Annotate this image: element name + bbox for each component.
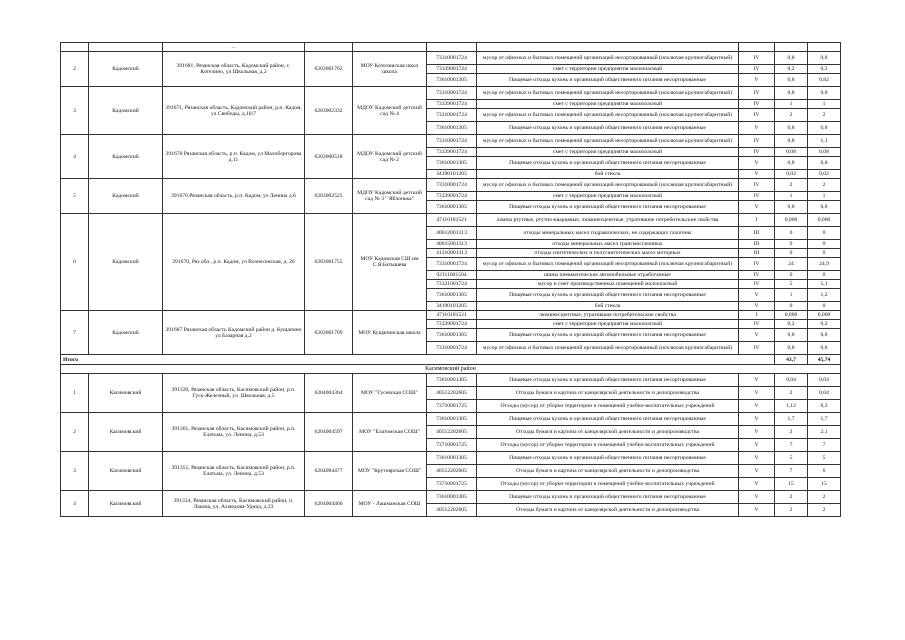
waste-code-cell: 73310001724: [427, 258, 477, 271]
cell: [477, 43, 739, 52]
waste-code-cell: 73610001305: [427, 374, 477, 387]
waste-name-cell: мусор от офисных и бытовых помещений организаций несортированный (исключая крупногабаритный): [477, 258, 739, 271]
inn-cell: 6204004597: [305, 413, 353, 452]
amount-planned-cell: 7: [775, 439, 808, 452]
table-row: [61, 52, 841, 65]
district-cell: Кадомский: [89, 179, 163, 214]
waste-name-cell: смет с территории предприятия малоопасный: [477, 148, 739, 157]
address-cell: 391351, Рязанская область, Касимовский район, р.п. Елатьма, ул. Ленина, д.53: [163, 452, 305, 491]
hazard-class-cell: IV: [739, 109, 775, 122]
hazard-class-cell: V: [739, 491, 775, 504]
waste-code-cell: 73610001305: [427, 157, 477, 170]
organization-cell: МОУ "Гусевская СОШ": [353, 374, 427, 413]
waste-code-cell: 34190101205: [427, 170, 477, 179]
totals-actual: 45,74: [808, 355, 841, 365]
hazard-class-cell: IV: [739, 271, 775, 280]
amount-actual-cell: 2: [808, 491, 841, 504]
waste-name-cell: Пищевые отходы кухонь и организаций общественного питания несортированные: [477, 201, 739, 214]
waste-name-cell: смет с территории предприятия малоопасный: [477, 192, 739, 201]
row-number: 3: [61, 87, 89, 135]
amount-actual-cell: 2: [808, 504, 841, 517]
row-number: 2: [61, 52, 89, 87]
amount-planned-cell: 0,2: [775, 320, 808, 329]
waste-code-cell: 40512202605: [427, 504, 477, 517]
waste-code-cell: 73321001724: [427, 280, 477, 289]
amount-planned-cell: 0,08: [775, 148, 808, 157]
hazard-class-cell: V: [739, 387, 775, 400]
waste-code-cell: 73310001724: [427, 135, 477, 148]
waste-code-cell: 40615001313: [427, 240, 477, 249]
organization-cell: МОУ Кадомская СШ им С.Я.Батышева: [353, 214, 427, 311]
amount-actual-cell: 0,2: [808, 65, 841, 74]
hazard-class-cell: IV: [739, 65, 775, 74]
organization-cell: МОУ "Елатомская СОШ": [353, 413, 427, 452]
amount-planned-cell: 2: [775, 426, 808, 439]
amount-planned-cell: 2: [775, 491, 808, 504]
address-cell: 391670, Ряз обл., р.п. Кадом, ул Вознесенская, д. 26: [163, 214, 305, 311]
amount-actual-cell: 1,2: [808, 289, 841, 302]
inn-cell: 6204004477: [305, 452, 353, 491]
row-number: 1: [61, 374, 89, 413]
waste-code-cell: 73339001724: [427, 148, 477, 157]
cell: [427, 43, 477, 52]
amount-planned-cell: 2: [775, 387, 808, 400]
waste-table: [60, 42, 841, 517]
hazard-class-cell: V: [739, 452, 775, 465]
table-row: [61, 452, 841, 465]
inn-cell: 6204004364: [305, 374, 353, 413]
waste-name-cell: Отходы бумаги и картона от канцелярской деятельности и делопроизводства: [477, 465, 739, 478]
waste-name-cell: отходы синтетических и полусинтетических масел моторных: [477, 249, 739, 258]
table-row: [61, 374, 841, 387]
amount-actual-cell: 6: [808, 465, 841, 478]
table-row: [61, 413, 841, 426]
amount-actual-cell: 0,8: [808, 122, 841, 135]
waste-name-cell: Отходы бумаги и картона от канцелярской деятельности и делопроизводства: [477, 504, 739, 517]
waste-name-cell: Пищевые отходы кухонь и организаций общественного питания несортированные: [477, 289, 739, 302]
amount-planned-cell: 0,8: [775, 74, 808, 87]
district-cell: Касимовский: [89, 374, 163, 413]
table-row: [61, 311, 841, 320]
table-row: [61, 214, 841, 227]
hazard-class-cell: V: [739, 374, 775, 387]
waste-name-cell: мусор и смет производственных помещений малоопасный: [477, 280, 739, 289]
hazard-class-cell: V: [739, 170, 775, 179]
hazard-class-cell: V: [739, 478, 775, 491]
amount-planned-cell: 5: [775, 452, 808, 465]
amount-planned-cell: 0,8: [775, 87, 808, 100]
waste-name-cell: мусор от офисных и бытовых помещений организаций несортированный (исключая крупногабаритный): [477, 87, 739, 100]
cell: [353, 43, 427, 52]
amount-planned-cell: 1,12: [775, 400, 808, 413]
inn-cell: 6203001762: [305, 52, 353, 87]
waste-code-cell: 73610001305: [427, 491, 477, 504]
amount-actual-cell: 0,8: [808, 52, 841, 65]
amount-planned-cell: 0: [775, 249, 808, 258]
cell: ...: [163, 43, 305, 52]
amount-planned-cell: 0,8: [775, 157, 808, 170]
waste-name-cell: бой стекла: [477, 302, 739, 311]
waste-name-cell: Пищевые отходы кухонь и организаций общественного питания несортированные: [477, 413, 739, 426]
district-cell: Кадомский: [89, 52, 163, 87]
amount-actual-cell: 0,3: [808, 400, 841, 413]
waste-code-cell: 73610001305: [427, 329, 477, 342]
hazard-class-cell: V: [739, 426, 775, 439]
waste-code-cell: 73610001305: [427, 413, 477, 426]
amount-planned-cell: 1,7: [775, 413, 808, 426]
amount-actual-cell: 0,82: [808, 74, 841, 87]
amount-planned-cell: 24: [775, 258, 808, 271]
district-cell: Кадомский: [89, 311, 163, 355]
hazard-class-cell: V: [739, 329, 775, 342]
hazard-class-cell: IV: [739, 258, 775, 271]
waste-name-cell: Пищевые отходы кухонь и организаций общественного питания несортированные: [477, 491, 739, 504]
district-cell: Кадомский: [89, 135, 163, 179]
waste-code-cell: 73310001724: [427, 342, 477, 355]
hazard-class-cell: IV: [739, 192, 775, 201]
hazard-class-cell: IV: [739, 52, 775, 65]
amount-actual-cell: 0: [808, 227, 841, 240]
hazard-class-cell: III: [739, 240, 775, 249]
waste-code-cell: 73310001724: [427, 52, 477, 65]
table-row: [61, 135, 841, 148]
waste-name-cell: мусор от офисных и бытовых помещений организаций несортированный (исключая крупногабаритный): [477, 342, 739, 355]
waste-code-cell: 73610001305: [427, 289, 477, 302]
waste-code-cell: 73339001724: [427, 192, 477, 201]
row-number: 2: [61, 413, 89, 452]
waste-name-cell: Пищевые отходы кухонь и организаций общественного питания несортированные: [477, 157, 739, 170]
waste-name-cell: Отходы (мусор) от уборки территории и помещений учебно-воспитательных учреждений: [477, 400, 739, 413]
hazard-class-cell: V: [739, 413, 775, 426]
address-cell: 391670 Рязанская область, р.п. Кадом, ул Малоборгорова д.11: [163, 135, 305, 179]
amount-actual-cell: 0,000: [808, 214, 841, 227]
amount-actual-cell: 0,04: [808, 374, 841, 387]
row-number: 3: [61, 452, 89, 491]
amount-actual-cell: 1: [808, 192, 841, 201]
amount-planned-cell: 1: [775, 289, 808, 302]
address-cell: 391320, Рязанская область, Касимовский район, р.п. Гусь-Железный, ул. Школьная, д.5: [163, 374, 305, 413]
hazard-class-cell: I: [739, 311, 775, 320]
hazard-class-cell: IV: [739, 342, 775, 355]
amount-actual-cell: 2,1: [808, 426, 841, 439]
hazard-class-cell: V: [739, 504, 775, 517]
amount-actual-cell: 5,1: [808, 280, 841, 289]
amount-planned-cell: 0,04: [775, 374, 808, 387]
amount-actual-cell: 0: [808, 240, 841, 249]
amount-planned-cell: 0,02: [775, 170, 808, 179]
document-sheet: [60, 42, 840, 517]
waste-code-cell: 73610001305: [427, 452, 477, 465]
waste-name-cell: смет с территории предприятия малоопасный: [477, 100, 739, 109]
organization-cell: МДОУ Кадомский детский сад № 4: [353, 87, 427, 135]
amount-planned-cell: 0: [775, 240, 808, 249]
amount-actual-cell: 24,9: [808, 258, 841, 271]
waste-name-cell: Пищевые отходы кухонь и организаций общественного питания несортированные: [477, 74, 739, 87]
waste-code-cell: 92111001504: [427, 271, 477, 280]
hazard-class-cell: IV: [739, 280, 775, 289]
row-number: 4: [61, 491, 89, 517]
waste-code-cell: 73610001305: [427, 74, 477, 87]
waste-code-cell: 73339001724: [427, 320, 477, 329]
waste-code-cell: 73310001724: [427, 179, 477, 192]
waste-name-cell: Пищевые отходы кухонь и организаций общественного питания несортированные: [477, 329, 739, 342]
waste-name-cell: Отходы (мусор) от уборки территории и помещений учебно-воспитательных учреждений: [477, 439, 739, 452]
table-row: [61, 491, 841, 504]
waste-code-cell: 73610001305: [427, 122, 477, 135]
amount-actual-cell: 2: [808, 179, 841, 192]
amount-planned-cell: 0: [775, 302, 808, 311]
organization-cell: МДОУ Кадомский детский сад № 2: [353, 135, 427, 179]
table-row: [61, 179, 841, 192]
district-cell: Кадомский: [89, 87, 163, 135]
row-number: 7: [61, 311, 89, 355]
amount-actual-cell: 0,08: [808, 148, 841, 157]
organization-cell: МОУ Котелинская школ школа: [353, 52, 427, 87]
hazard-class-cell: III: [739, 227, 775, 240]
hazard-class-cell: III: [739, 249, 775, 258]
amount-planned-cell: 2: [775, 109, 808, 122]
waste-code-cell: 47110101521: [427, 214, 477, 227]
amount-planned-cell: 7: [775, 465, 808, 478]
district-cell: Касимовский: [89, 491, 163, 517]
hazard-class-cell: IV: [739, 320, 775, 329]
totals-row: [61, 355, 841, 365]
waste-name-cell: мусор от офисных и бытовых помещений организаций несортированный (исключая крупногабаритный): [477, 52, 739, 65]
continuation-row: [61, 43, 841, 52]
organization-cell: МДОУ Кадомский детский сад № 3 " Яблонька": [353, 179, 427, 214]
amount-actual-cell: 2: [808, 109, 841, 122]
waste-name-cell: смет с территории предприятия малоопасный: [477, 320, 739, 329]
waste-code-cell: 73710001725: [427, 478, 477, 491]
waste-name-cell: люминесцентные, утратившие потребительские свойства: [477, 311, 739, 320]
hazard-class-cell: IV: [739, 179, 775, 192]
district-cell: Касимовский: [89, 452, 163, 491]
waste-name-cell: Отходы бумаги и картона от канцелярской деятельности и делопроизводства: [477, 387, 739, 400]
district-cell: Касимовский: [89, 413, 163, 452]
waste-name-cell: бой стекла: [477, 170, 739, 179]
waste-code-cell: 41310001313: [427, 249, 477, 258]
waste-code-cell: 47110101521: [427, 311, 477, 320]
hazard-class-cell: V: [739, 439, 775, 452]
waste-name-cell: отходы минеральных масел трансмиссионных: [477, 240, 739, 249]
waste-code-cell: 40612001313: [427, 227, 477, 240]
amount-planned-cell: 2: [775, 179, 808, 192]
row-number: 5: [61, 179, 89, 214]
amount-actual-cell: 0,000: [808, 311, 841, 320]
totals-planned: 43,7: [775, 355, 808, 365]
amount-actual-cell: 0,04: [808, 387, 841, 400]
waste-name-cell: Пищевые отходы кухонь и организаций общественного питания несортированные: [477, 452, 739, 465]
waste-code-cell: 73339001724: [427, 100, 477, 109]
amount-actual-cell: 7: [808, 439, 841, 452]
district-cell: Кадомский: [89, 214, 163, 311]
address-cell: 391687 Рязанская область Кадомский район д. Кущапино ул Базарная д.2: [163, 311, 305, 355]
hazard-class-cell: V: [739, 74, 775, 87]
cell: [89, 43, 163, 52]
hazard-class-cell: V: [739, 400, 775, 413]
amount-actual-cell: 0,8: [808, 201, 841, 214]
amount-actual-cell: 0,02: [808, 170, 841, 179]
inn-cell: 6203001755: [305, 214, 353, 311]
totals-label: Итого: [61, 355, 775, 365]
hazard-class-cell: V: [739, 302, 775, 311]
waste-name-cell: Отходы (мусор) от уборки территории и помещений учебно-воспитательных учреждений: [477, 478, 739, 491]
hazard-class-cell: IV: [739, 87, 775, 100]
address-cell: 391670 Рязанская область, р.п. Кадом, ул Ленина д.6: [163, 179, 305, 214]
cell: [305, 43, 353, 52]
waste-code-cell: 40512202605: [427, 465, 477, 478]
amount-planned-cell: 0,8: [775, 52, 808, 65]
inn-cell: 6203002525: [305, 179, 353, 214]
hazard-class-cell: IV: [739, 148, 775, 157]
amount-actual-cell: 15: [808, 478, 841, 491]
inn-cell: 6203002332: [305, 87, 353, 135]
hazard-class-cell: V: [739, 157, 775, 170]
row-number: 6: [61, 214, 89, 311]
waste-code-cell: 34190101205: [427, 302, 477, 311]
section-title: Касимовский район: [61, 365, 841, 374]
amount-planned-cell: 0,8: [775, 201, 808, 214]
amount-planned-cell: 0,2: [775, 65, 808, 74]
waste-code-cell: 40512202605: [427, 426, 477, 439]
hazard-class-cell: V: [739, 289, 775, 302]
amount-actual-cell: 0: [808, 271, 841, 280]
amount-actual-cell: 0,2: [808, 320, 841, 329]
waste-name-cell: мусор от офисных и бытовых помещений организаций несортированный (исключая крупногабаритный): [477, 179, 739, 192]
waste-name-cell: Пищевые отходы кухонь и организаций общественного питания несортированные: [477, 374, 739, 387]
amount-planned-cell: 1: [775, 100, 808, 109]
address-cell: 391671, Рязанская область, Кадомский район, р.п. Кадом, ул Свободы, д.10/7: [163, 87, 305, 135]
hazard-class-cell: I: [739, 214, 775, 227]
waste-name-cell: шины пневматические автомобильные отработанные: [477, 271, 739, 280]
amount-actual-cell: 0: [808, 302, 841, 311]
waste-code-cell: 73610001305: [427, 201, 477, 214]
amount-planned-cell: 2: [775, 504, 808, 517]
amount-actual-cell: 0,8: [808, 157, 841, 170]
amount-actual-cell: 1,1: [808, 135, 841, 148]
amount-planned-cell: 1: [775, 192, 808, 201]
amount-planned-cell: 0: [775, 227, 808, 240]
waste-code-cell: 73339001724: [427, 65, 477, 74]
amount-planned-cell: 0,8: [775, 122, 808, 135]
amount-planned-cell: 15: [775, 478, 808, 491]
amount-actual-cell: 0: [808, 249, 841, 258]
amount-planned-cell: 0,8: [775, 342, 808, 355]
waste-code-cell: 73310001724: [427, 87, 477, 100]
waste-name-cell: мусор от офисных и бытовых помещений организаций несортированный (исключая крупногабаритный): [477, 109, 739, 122]
amount-planned-cell: 0,8: [775, 329, 808, 342]
waste-name-cell: смет с территории предприятия малоопасный: [477, 65, 739, 74]
waste-code-cell: 73710001725: [427, 400, 477, 413]
waste-name-cell: Отходы бумаги и картона от канцелярской деятельности и делопроизводства: [477, 426, 739, 439]
inn-cell: 6203001709: [305, 311, 353, 355]
amount-planned-cell: 5: [775, 280, 808, 289]
amount-planned-cell: 0,000: [775, 311, 808, 320]
cell: [739, 43, 775, 52]
hazard-class-cell: V: [739, 122, 775, 135]
amount-actual-cell: 1,7: [808, 413, 841, 426]
waste-code-cell: 73710001725: [427, 439, 477, 452]
table-body: [61, 43, 841, 517]
amount-planned-cell: 0,000: [775, 214, 808, 227]
waste-name-cell: лампы ртутные, ртутно-кварцевые, люминесцентные, утратившие потребительские свойства: [477, 214, 739, 227]
amount-actual-cell: 0,8: [808, 87, 841, 100]
address-cell: 391334, Рязанская область, Касимовский район, п. Лашма, ул. Ахмедова-Удица, д.23: [163, 491, 305, 517]
waste-code-cell: 73310001724: [427, 109, 477, 122]
cell: [61, 43, 89, 52]
inn-cell: 6203000518: [305, 135, 353, 179]
organization-cell: МОУ "Крутоярская СОШ": [353, 452, 427, 491]
table-row: [61, 87, 841, 100]
hazard-class-cell: V: [739, 465, 775, 478]
address-cell: 391681, Рязанская область, Кадомский район, с. Котелино, ул Школьная, д.2: [163, 52, 305, 87]
amount-actual-cell: 0,8: [808, 342, 841, 355]
organization-cell: МОУ Кущапинская школа: [353, 311, 427, 355]
address-cell: 391361, Рязанская область, Касимовский район, р.п. Елатьма, ул. Ленина, д.53: [163, 413, 305, 452]
organization-cell: МОУ - Лашманская СОШ: [353, 491, 427, 517]
section-header-row: [61, 365, 841, 374]
hazard-class-cell: IV: [739, 135, 775, 148]
row-number: 4: [61, 135, 89, 179]
amount-actual-cell: 1: [808, 100, 841, 109]
hazard-class-cell: V: [739, 201, 775, 214]
cell: [775, 43, 808, 52]
waste-name-cell: отходы минеральных масел гидравлических, не содержащих галогены: [477, 227, 739, 240]
cell: [808, 43, 841, 52]
waste-code-cell: 40512202605: [427, 387, 477, 400]
inn-cell: 6204004460: [305, 491, 353, 517]
amount-actual-cell: 5: [808, 452, 841, 465]
waste-name-cell: мусор от офисных и бытовых помещений организаций несортированный (исключая крупногабаритный): [477, 135, 739, 148]
amount-planned-cell: 0: [775, 271, 808, 280]
hazard-class-cell: IV: [739, 100, 775, 109]
amount-actual-cell: 0,8: [808, 329, 841, 342]
waste-name-cell: Пищевые отходы кухонь и организаций общественного питания несортированные: [477, 122, 739, 135]
amount-planned-cell: 0,8: [775, 135, 808, 148]
